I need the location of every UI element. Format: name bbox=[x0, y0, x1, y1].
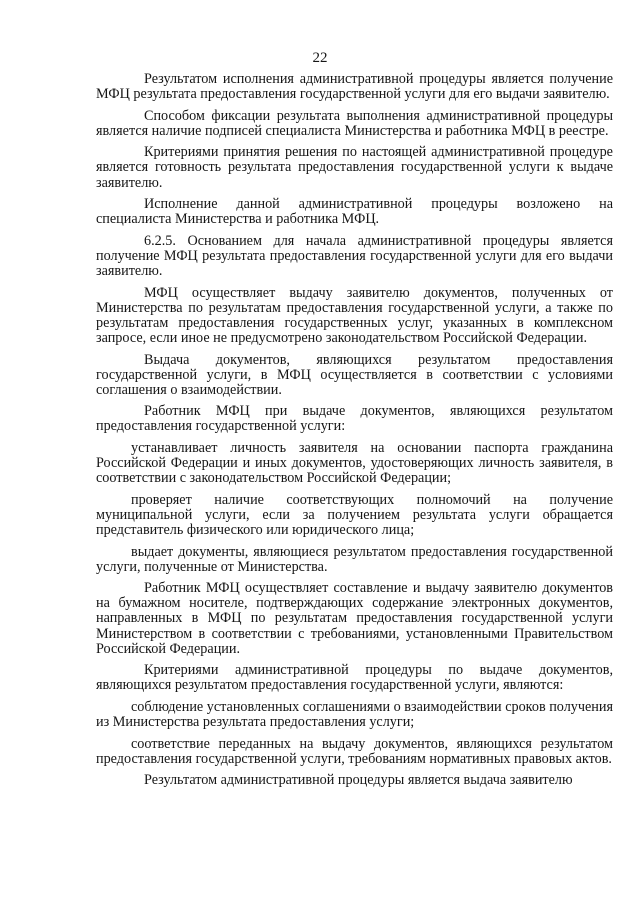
document-body bbox=[96, 72, 613, 795]
page-number: 22 bbox=[312, 50, 328, 66]
paragraph-responsibility: Исполнение данной административной процедуры возложено на специалиста Министерства и работника МФЦ. bbox=[96, 196, 613, 228]
paragraph-result-receipt: Результатом исполнения административной процедуры является получение МФЦ результата предоставления государственной услуги для его выдачи заявителю. bbox=[96, 71, 613, 103]
list-item-deadlines: соблюдение установленных соглашениями о взаимодействии сроков получения из Министерства результата предоставления услуги; bbox=[96, 698, 614, 730]
list-item-authority-check: проверяет наличие соответствующих полномочий на получение муниципальной услуги, если за получением результата услуги обращается представитель физического или юридического лица; bbox=[96, 491, 613, 538]
paragraph-decision-criteria: Критериями принятия решения по настоящей административной процедуре является готовность результата предоставления государственной услуги к выдаче заявителю. bbox=[96, 144, 613, 191]
list-item-compliance: соответствие переданных на выдачу документов, являющихся результатом предоставления государственной услуги, требованиям нормативных правовых актов. bbox=[96, 735, 613, 767]
paragraph-procedure-result: Результатом административной процедуры является выдача заявителю bbox=[144, 772, 573, 789]
paragraph-paper-documents: Работник МФЦ осуществляет составление и выдачу заявителю документов на бумажном носителе, подтверждающих содержание электронных документов, направленных в МФЦ по результатам предоставления государственной услуги Министерством в соответствии с требованиями, установленными Правительством Российской Федерации. bbox=[96, 580, 613, 657]
paragraph-section-6-2-5: 6.2.5. Основанием для начала административной процедуры является получение МФЦ результата предоставления государственной услуги для его выдачи заявителю. bbox=[96, 232, 613, 280]
list-item-issue-documents: выдает документы, являющиеся результатом предоставления государственной услуги, полученные от Министерства. bbox=[96, 543, 613, 575]
paragraph-issuance-agreement: Выдача документов, являющихся результатом предоставления государственной услуги, в МФЦ осуществляется в соответствии с условиями соглашения о взаимодействии. bbox=[96, 351, 613, 398]
paragraph-issuance-criteria: Критериями административной процедуры по выдаче документов, являющихся результатом предоставления государственной услуги, являются: bbox=[96, 662, 613, 694]
paragraph-fixation-method: Способом фиксации результата выполнения административной процедуры является наличие подписей специалиста Министерства и работника МФЦ в реестре. bbox=[96, 107, 613, 139]
paragraph-mfc-issuance: МФЦ осуществляет выдачу заявителю документов, полученных от Министерства по результатам предоставления государственной услуги, а также по результатам предоставления государственных услуг, указанных в комплексном запросе, если иное не предусмотрено законодательством Российской Федерации. bbox=[96, 284, 613, 346]
paragraph-mfc-worker-duties: Работник МФЦ при выдаче документов, являющихся результатом предоставления государственной услуги: bbox=[96, 403, 613, 435]
list-item-identity: устанавливает личность заявителя на основании паспорта гражданина Российской Федерации и иных документов, удостоверяющих личность заявителя, в соответствии с законодательством Российской Федерации; bbox=[96, 439, 613, 487]
